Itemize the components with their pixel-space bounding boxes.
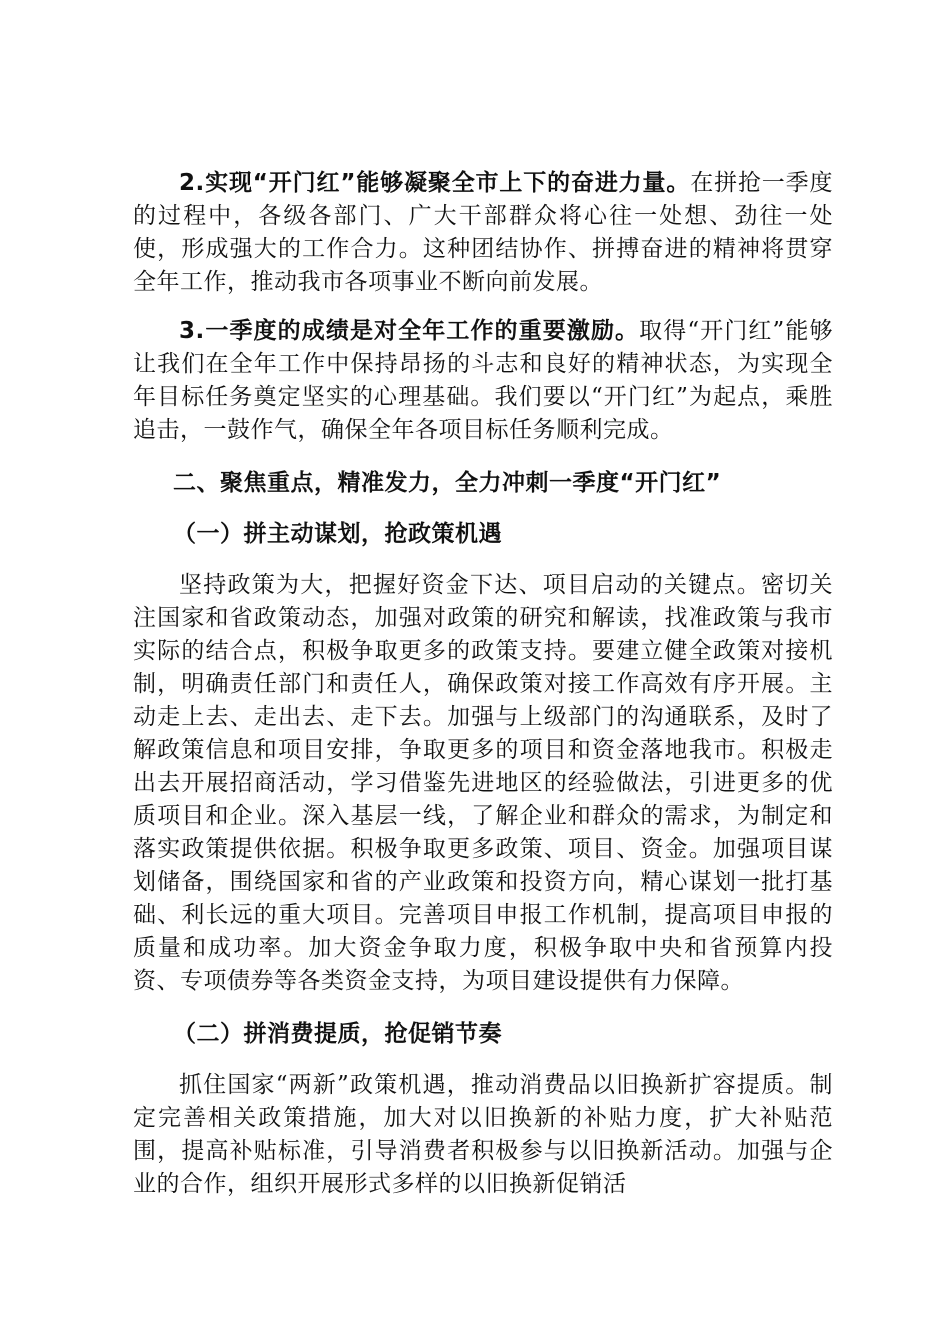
paragraph-text: 在拼抢一季度的过程中，各级各部门、广大干部群众将心往一处想、劲往一处使，形成强大的工作合力。这种团结协作、拼搏奋进的精神将贯穿全年工作，推动我市各项事业不断向前发展。 — [133, 170, 833, 295]
paragraph-lead: 3.一季度的成绩是对全年工作的重要激励。 — [179, 318, 640, 344]
subsection-heading-1: （一）拼主动谋划，抢政策机遇 — [173, 521, 502, 547]
subsection-paragraph-1: 坚持政策为大，把握好资金下达、项目启动的关键点。密切关注国家和省政策动态，加强对政策的研究和解读，找准政策与我市实际的结合点，积极争取更多的政策支持。要建立健全政策对接机制，明确责任部门和责任人，确保政策对接工作高效有序开展。主动走上去、走出去、走下去。加强与上级部门的沟通联系，及时了解政策信息和项目安排，争取更多的项目和资金落地我市。积极走出去开展招商活动，学习借鉴先进地区的经验做法，引进更多的优质项目和企业。深入基层一线，了解企业和群众的需求，为制定和落实政策提供依据。积极争取更多政策、项目、资金。加强项目谋划储备，围绕国家和省的产业政策和投资方向，精心谋划一批打基础、利长远的重大项目。完善项目申报工作机制，提高项目申报的质量和成功率。加大资金争取力度，积极争取中央和省预算内投资、专项债券等各类资金支持，为项目建设提供有力保障。 — [133, 572, 833, 994]
section-heading: 二、聚焦重点，精准发力，全力冲刺一季度“开门红” — [173, 470, 722, 496]
subsection-heading-2: （二）拼消费提质，抢促销节奏 — [173, 1021, 502, 1047]
paragraph-point-3 — [133, 315, 833, 447]
paragraph-text: 取得“开门红”能够让我们在全年工作中保持昂扬的斗志和良好的精神状态，为实现全年目标任务奠定坚实的心理基础。我们要以“开门红”为起点，乘胜追击，一鼓作气，确保全年各项目标任务顺利完成。 — [133, 318, 833, 443]
document-body — [133, 167, 833, 1201]
subsection-paragraph-2: 抓住国家“两新”政策机遇，推动消费品以旧换新扩容提质。制定完善相关政策措施，加大对以旧换新的补贴力度，扩大补贴范围，提高补贴标准，引导消费者积极参与以旧换新活动。加强与企业的合作，组织开展形式多样的以旧换新促销活 — [133, 1072, 833, 1197]
paragraph-lead: 2.实现“开门红”能够凝聚全市上下的奋进力量。 — [179, 170, 691, 196]
paragraph-point-2 — [133, 167, 833, 299]
